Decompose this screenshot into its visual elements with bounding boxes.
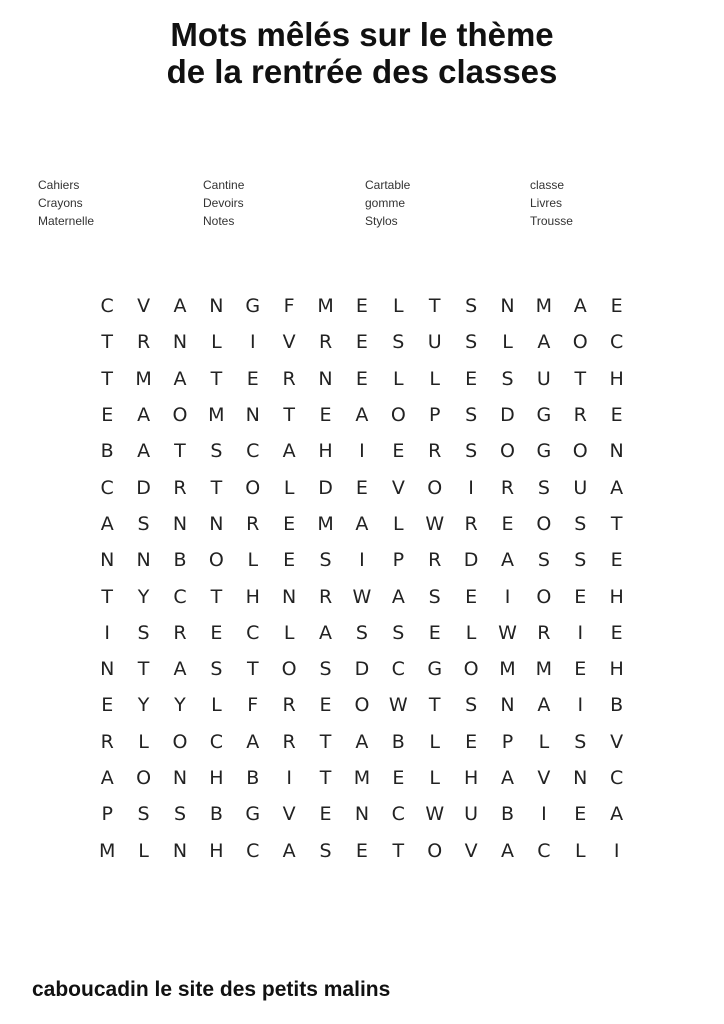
grid-cell[interactable]: E — [101, 404, 114, 427]
grid-cell[interactable]: M — [535, 295, 553, 318]
grid-cell[interactable]: I — [286, 767, 292, 789]
grid-cell[interactable]: O — [208, 549, 224, 572]
grid-cell[interactable]: E — [355, 367, 368, 390]
grid-cell[interactable]: S — [210, 658, 223, 681]
grid-cell[interactable]: A — [173, 658, 187, 681]
grid-cell[interactable]: S — [465, 440, 478, 463]
grid-cell[interactable]: H — [209, 839, 224, 862]
grid-row — [89, 832, 635, 868]
grid-row — [89, 615, 635, 651]
grid-cell[interactable]: A — [610, 476, 624, 499]
grid-cell[interactable]: N — [500, 295, 515, 318]
grid-cell[interactable]: D — [354, 658, 370, 681]
grid-cell[interactable]: T — [137, 658, 150, 681]
grid-cell[interactable]: Y — [137, 585, 150, 608]
grid-cell[interactable]: B — [246, 767, 260, 789]
grid-cell[interactable]: A — [610, 803, 624, 826]
grid-cell[interactable]: T — [101, 331, 113, 354]
grid-cell[interactable]: C — [100, 295, 114, 318]
grid-cell[interactable]: E — [101, 694, 114, 717]
grid-cell[interactable]: R — [282, 367, 296, 390]
grid-cell[interactable]: C — [246, 440, 260, 463]
grid-cell[interactable]: S — [465, 331, 478, 354]
word-list-item: Cahiers — [38, 178, 80, 192]
grid-cell[interactable]: T — [210, 585, 223, 608]
grid-row — [89, 542, 635, 578]
grid-cell[interactable]: V — [137, 295, 151, 318]
grid-cell[interactable]: H — [209, 767, 224, 789]
grid-cell[interactable]: E — [610, 404, 623, 427]
grid-cell[interactable]: T — [101, 585, 113, 608]
grid-cell[interactable]: A — [355, 512, 369, 535]
grid-cell[interactable]: M — [535, 658, 553, 681]
page-title — [0, 16, 724, 90]
grid-cell[interactable]: A — [355, 404, 369, 427]
grid-row — [89, 361, 635, 397]
grid-cell[interactable]: E — [283, 512, 296, 535]
grid-cell[interactable]: T — [210, 476, 223, 499]
grid-cell[interactable]: S — [465, 295, 478, 318]
grid-cell[interactable]: E — [574, 803, 587, 826]
title-line-2: de la rentrée des classes — [166, 53, 558, 90]
grid-cell[interactable]: R — [318, 585, 333, 608]
grid-cell[interactable]: L — [138, 839, 149, 862]
grid-row — [89, 687, 635, 723]
grid-cell[interactable]: I — [504, 585, 511, 608]
grid-cell[interactable]: E — [355, 839, 368, 862]
grid-cell[interactable]: C — [209, 730, 223, 753]
grid-cell[interactable]: R — [428, 440, 442, 463]
grid-cell[interactable]: A — [282, 839, 296, 862]
word-list-item: Notes — [203, 214, 235, 228]
grid-cell[interactable]: H — [609, 585, 624, 608]
grid-cell[interactable]: L — [429, 767, 440, 789]
grid-cell[interactable]: S — [465, 694, 478, 717]
grid-cell[interactable]: O — [390, 404, 406, 427]
word-list-item: classe — [530, 178, 565, 192]
grid-cell[interactable]: O — [427, 476, 443, 499]
grid-cell[interactable]: I — [541, 803, 547, 826]
grid-cell[interactable]: A — [500, 767, 514, 789]
grid-cell[interactable]: O — [536, 512, 552, 535]
grid-cell[interactable]: V — [610, 730, 624, 753]
grid-cell[interactable]: N — [500, 694, 515, 717]
grid-cell[interactable]: I — [613, 839, 620, 862]
word-list-item: Trousse — [530, 214, 573, 228]
grid-cell[interactable]: L — [211, 331, 222, 354]
grid-cell[interactable]: H — [609, 367, 624, 390]
grid-cell[interactable]: S — [319, 839, 332, 862]
grid-cell[interactable]: S — [501, 367, 514, 390]
grid-cell[interactable]: L — [393, 295, 404, 318]
grid-cell[interactable]: O — [281, 658, 297, 681]
grid-cell[interactable]: O — [572, 331, 588, 354]
grid-cell[interactable]: N — [354, 803, 370, 826]
grid-cell[interactable]: R — [318, 331, 333, 354]
grid-cell[interactable]: S — [319, 658, 332, 681]
grid-cell[interactable]: R — [500, 476, 515, 499]
grid-row — [89, 578, 635, 614]
word-list-item: Crayons — [38, 196, 83, 210]
grid-cell[interactable]: S — [173, 803, 186, 826]
grid-cell[interactable]: N — [245, 404, 260, 427]
grid-cell[interactable]: H — [318, 440, 333, 463]
grid-cell[interactable]: A — [100, 767, 114, 789]
grid-cell[interactable]: E — [355, 331, 368, 354]
grid-cell[interactable]: W — [352, 585, 372, 608]
grid-cell[interactable]: L — [247, 549, 259, 572]
grid-cell[interactable]: P — [428, 404, 441, 427]
grid-cell[interactable]: L — [283, 476, 295, 499]
grid-cell[interactable]: E — [574, 658, 587, 681]
grid-cell[interactable]: L — [138, 730, 149, 753]
grid-cell[interactable]: N — [172, 767, 188, 789]
grid-cell[interactable]: V — [282, 803, 296, 826]
grid-cell[interactable]: G — [536, 440, 552, 463]
grid-cell[interactable]: E — [355, 476, 368, 499]
grid-cell[interactable]: C — [246, 621, 260, 644]
grid-cell[interactable]: O — [245, 476, 261, 499]
grid-cell[interactable]: R — [136, 331, 151, 354]
grid-cell[interactable]: O — [500, 440, 515, 463]
grid-cell[interactable]: E — [319, 694, 332, 717]
grid-cell[interactable]: M — [317, 295, 334, 318]
grid-cell[interactable]: A — [100, 512, 114, 535]
grid-cell[interactable]: I — [104, 621, 110, 644]
grid-cell[interactable]: E — [465, 585, 478, 608]
grid-cell[interactable]: W — [425, 803, 445, 826]
grid-cell[interactable]: S — [392, 331, 405, 354]
grid-cell[interactable]: C — [173, 585, 187, 608]
grid-cell[interactable]: O — [427, 839, 443, 862]
grid-cell[interactable]: D — [500, 404, 515, 427]
grid-row — [89, 433, 635, 469]
grid-cell[interactable]: E — [392, 767, 405, 789]
grid-cell[interactable]: E — [428, 621, 441, 644]
grid-cell[interactable]: B — [100, 440, 114, 463]
grid-cell[interactable]: L — [538, 730, 550, 753]
grid-cell[interactable]: P — [392, 549, 405, 572]
grid-cell[interactable]: L — [465, 621, 477, 644]
grid-cell[interactable]: S — [465, 404, 478, 427]
grid-cell[interactable]: L — [211, 694, 222, 717]
word-list-item: Stylos — [365, 214, 398, 228]
grid-cell[interactable]: V — [537, 767, 551, 789]
word-list-item: Cantine — [203, 178, 245, 192]
grid-cell[interactable]: B — [500, 803, 515, 826]
grid-cell[interactable]: I — [577, 694, 584, 717]
grid-cell[interactable]: C — [391, 803, 405, 826]
grid-cell[interactable]: R — [246, 512, 260, 535]
grid-cell[interactable]: A — [537, 694, 551, 717]
grid-cell[interactable]: I — [577, 621, 584, 644]
grid-cell[interactable]: Y — [137, 694, 150, 717]
grid-cell[interactable]: B — [391, 730, 405, 753]
grid-cell[interactable]: T — [428, 694, 441, 717]
footer-credit: caboucadin le site des petits malins — [32, 978, 391, 1001]
grid-cell[interactable]: E — [246, 367, 259, 390]
grid-cell[interactable]: C — [610, 331, 624, 354]
grid-cell[interactable]: R — [173, 476, 187, 499]
grid-row — [89, 324, 635, 360]
grid-cell[interactable]: D — [136, 476, 151, 499]
grid-cell[interactable]: O — [172, 730, 188, 753]
grid-cell[interactable]: O — [136, 767, 152, 789]
grid-cell[interactable]: N — [136, 549, 151, 572]
grid-cell[interactable]: G — [427, 658, 443, 681]
grid-cell[interactable]: H — [245, 585, 260, 608]
grid-cell[interactable]: T — [283, 404, 295, 427]
grid-cell[interactable]: S — [537, 476, 550, 499]
grid-cell[interactable]: S — [574, 730, 587, 753]
grid-row — [89, 288, 635, 324]
grid-cell[interactable]: I — [468, 476, 474, 499]
grid-cell[interactable]: N — [573, 767, 588, 789]
letter-grid — [89, 288, 635, 868]
grid-cell[interactable]: N — [609, 440, 624, 463]
grid-cell[interactable]: L — [283, 621, 295, 644]
grid-cell[interactable]: S — [537, 549, 550, 572]
grid-cell[interactable]: E — [355, 295, 368, 318]
grid-cell[interactable]: F — [247, 694, 259, 717]
grid-cell[interactable]: E — [392, 440, 405, 463]
grid-cell[interactable]: V — [464, 839, 478, 862]
grid-cell[interactable]: T — [319, 767, 332, 789]
grid-cell[interactable]: E — [501, 512, 514, 535]
grid-cell[interactable]: U — [464, 803, 479, 826]
word-list-item: Maternelle — [38, 214, 95, 228]
word-list-item: gomme — [365, 196, 406, 210]
grid-cell[interactable]: T — [101, 367, 113, 390]
grid-cell[interactable]: C — [100, 476, 114, 499]
grid-row — [89, 724, 635, 760]
grid-row — [89, 397, 635, 433]
word-list-item: Devoirs — [203, 196, 244, 210]
grid-cell[interactable]: R — [537, 621, 551, 644]
grid-cell[interactable]: G — [245, 803, 261, 826]
grid-cell[interactable]: D — [318, 476, 333, 499]
grid-cell[interactable]: E — [283, 549, 296, 572]
grid-cell[interactable]: A — [173, 367, 187, 390]
grid-cell[interactable]: P — [101, 803, 113, 826]
grid-cell[interactable]: C — [391, 658, 405, 681]
word-list-item: Cartable — [365, 178, 411, 192]
grid-cell[interactable]: S — [137, 621, 150, 644]
grid-cell[interactable]: O — [354, 694, 370, 717]
grid-cell[interactable]: V — [391, 476, 405, 499]
grid-cell[interactable]: T — [246, 658, 259, 681]
grid-cell[interactable]: R — [573, 404, 587, 427]
grid-row — [89, 796, 635, 832]
grid-cell[interactable]: G — [536, 404, 552, 427]
grid-cell[interactable]: E — [319, 404, 332, 427]
grid-cell[interactable]: U — [536, 367, 551, 390]
grid-cell[interactable]: L — [502, 331, 513, 354]
grid-cell[interactable]: L — [393, 367, 404, 390]
grid-cell[interactable]: S — [319, 549, 332, 572]
grid-cell[interactable]: T — [392, 839, 405, 862]
grid-cell[interactable]: W — [425, 512, 445, 535]
grid-cell[interactable]: M — [98, 839, 116, 862]
grid-cell[interactable]: R — [173, 621, 187, 644]
grid-cell[interactable]: R — [428, 549, 442, 572]
grid-cell[interactable]: R — [464, 512, 478, 535]
grid-cell[interactable]: N — [282, 585, 297, 608]
grid-cell[interactable]: N — [318, 367, 333, 390]
grid-cell[interactable]: M — [208, 404, 225, 427]
grid-cell[interactable]: E — [465, 730, 478, 753]
grid-cell[interactable]: T — [174, 440, 186, 463]
grid-cell[interactable]: A — [573, 295, 587, 318]
grid-cell[interactable]: N — [209, 295, 224, 318]
grid-cell[interactable]: I — [249, 331, 256, 354]
grid-cell[interactable]: W — [498, 621, 517, 644]
title-line-1: Mots mêlés sur le thème — [170, 16, 554, 53]
grid-cell[interactable]: L — [574, 839, 586, 862]
grid-cell[interactable]: F — [283, 295, 295, 318]
grid-cell[interactable]: P — [501, 730, 514, 753]
grid-cell[interactable]: R — [282, 730, 296, 753]
grid-cell[interactable]: O — [463, 658, 479, 681]
grid-cell[interactable]: T — [319, 730, 332, 753]
grid-cell[interactable]: T — [574, 367, 587, 390]
grid-cell[interactable]: E — [465, 367, 478, 390]
grid-cell[interactable]: H — [609, 658, 624, 681]
grid-cell[interactable]: N — [172, 331, 188, 354]
grid-cell[interactable]: A — [537, 331, 551, 354]
grid-cell[interactable]: A — [282, 440, 296, 463]
grid-cell[interactable]: L — [429, 367, 440, 390]
grid-row — [89, 651, 635, 687]
grid-cell[interactable]: S — [392, 621, 405, 644]
grid-cell[interactable]: S — [428, 585, 441, 608]
grid-cell[interactable]: S — [137, 512, 150, 535]
grid-cell[interactable]: A — [391, 585, 405, 608]
grid-cell[interactable]: S — [210, 440, 223, 463]
grid-cell[interactable]: R — [282, 694, 296, 717]
word-list-item: Livres — [530, 196, 563, 210]
grid-cell[interactable]: S — [574, 512, 587, 535]
grid-cell[interactable]: G — [245, 295, 261, 318]
grid-cell[interactable]: O — [572, 440, 588, 463]
grid-cell[interactable]: O — [536, 585, 552, 608]
grid-cell[interactable]: S — [137, 803, 150, 826]
grid-cell[interactable]: C — [537, 839, 551, 862]
grid-row — [89, 506, 635, 542]
grid-cell[interactable]: B — [209, 803, 223, 826]
grid-cell[interactable]: A — [137, 440, 151, 463]
grid-cell[interactable]: S — [355, 621, 368, 644]
grid-cell[interactable]: U — [427, 331, 442, 354]
grid-cell[interactable]: W — [388, 694, 408, 717]
word-list — [0, 176, 724, 236]
grid-cell[interactable]: B — [173, 549, 187, 572]
grid-cell[interactable]: A — [500, 549, 514, 572]
grid-cell[interactable]: O — [172, 404, 188, 427]
grid-cell[interactable]: R — [100, 730, 114, 753]
grid-cell[interactable]: L — [429, 730, 440, 753]
grid-cell[interactable]: D — [463, 549, 479, 572]
grid-cell[interactable]: A — [319, 621, 333, 644]
grid-cell[interactable]: A — [355, 730, 369, 753]
grid-cell[interactable]: N — [172, 512, 188, 535]
grid-row — [89, 469, 635, 505]
grid-cell[interactable]: M — [135, 367, 152, 390]
grid-cell[interactable]: M — [353, 767, 371, 789]
grid-cell[interactable]: U — [573, 476, 588, 499]
grid-cell[interactable]: C — [610, 767, 624, 789]
grid-cell[interactable]: E — [610, 295, 623, 318]
grid-cell[interactable]: T — [210, 367, 223, 390]
grid-cell[interactable]: I — [359, 549, 365, 572]
grid-cell[interactable]: A — [500, 839, 514, 862]
grid-row — [89, 760, 635, 796]
grid-cell[interactable]: T — [610, 512, 623, 535]
grid-cell[interactable]: E — [574, 585, 587, 608]
grid-cell[interactable]: A — [246, 730, 260, 753]
grid-cell[interactable]: E — [610, 621, 623, 644]
grid-cell[interactable]: M — [499, 658, 516, 681]
grid-cell[interactable]: A — [173, 295, 187, 318]
grid-cell[interactable]: E — [210, 621, 223, 644]
grid-cell[interactable]: M — [317, 512, 334, 535]
grid-cell[interactable]: T — [428, 295, 441, 318]
grid-cell[interactable]: S — [574, 549, 587, 572]
grid-cell[interactable]: H — [463, 767, 479, 789]
grid-cell[interactable]: N — [100, 549, 115, 572]
grid-cell[interactable]: B — [610, 694, 624, 717]
grid-cell[interactable]: N — [172, 839, 188, 862]
grid-cell[interactable]: V — [282, 331, 296, 354]
grid-cell[interactable]: L — [393, 512, 404, 535]
grid-cell[interactable]: A — [137, 404, 151, 427]
grid-cell[interactable]: N — [100, 658, 115, 681]
grid-cell[interactable]: I — [359, 440, 365, 463]
grid-cell[interactable]: C — [246, 839, 260, 862]
grid-cell[interactable]: E — [319, 803, 332, 826]
grid-cell[interactable]: Y — [174, 694, 186, 717]
grid-cell[interactable]: E — [610, 549, 623, 572]
grid-cell[interactable]: N — [209, 512, 224, 535]
